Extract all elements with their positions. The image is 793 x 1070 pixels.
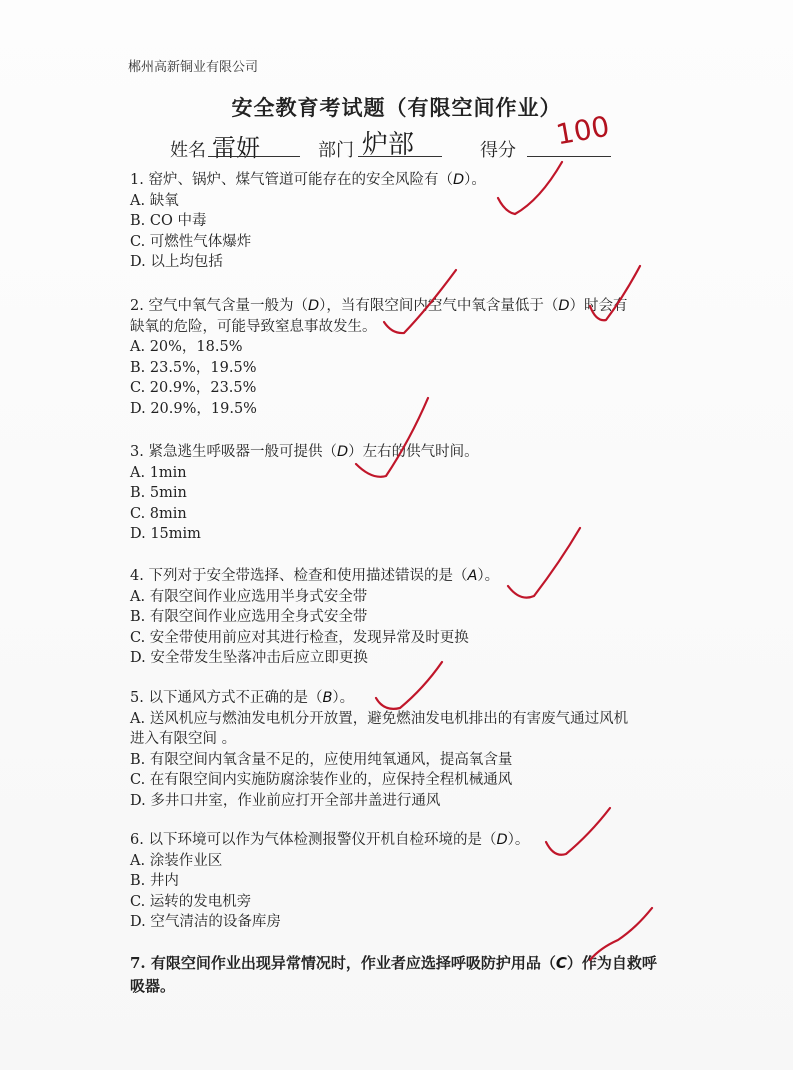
- option: A. 有限空间作业应选用半身式安全带: [130, 588, 368, 605]
- question-6: [130, 830, 529, 933]
- option: B. 23.5%，19.5%: [130, 359, 257, 376]
- option: C. 运转的发电机旁: [130, 893, 252, 910]
- question-1-answer: D: [452, 172, 465, 188]
- name-signature: 雷妍: [212, 134, 260, 162]
- option: A. 送风机应与燃油发电机分开放置，避免燃油发电机排出的有害废气通过风机: [130, 710, 629, 727]
- option: 进入有限空间 。: [130, 731, 237, 747]
- dept-underline: [358, 156, 442, 157]
- score-handwritten: 100: [553, 109, 612, 152]
- option: B. 有限空间作业应选用全身式安全带: [130, 609, 368, 625]
- question-3-answer: D: [336, 444, 349, 460]
- question-4-stem: 4. 下列对于安全带选择、检查和使用描述错误的是（A）。: [130, 568, 500, 584]
- option: B. 有限空间内氧含量不足的，应使用纯氧通风，提高氧含量: [130, 751, 513, 768]
- question-7-stem: 7. 有限空间作业出现异常情况时，作业者应选择呼吸防护用品（C）作为自救呼: [130, 954, 657, 972]
- question-2-stem-line2: 缺氧的危险，可能导致窒息事故发生。: [130, 318, 377, 335]
- option: D. 空气清洁的设备库房: [130, 914, 281, 930]
- option: B. CO 中毒: [130, 213, 207, 229]
- question-6-answer: D: [496, 832, 508, 848]
- option: C. 可燃性气体爆炸: [130, 233, 252, 250]
- question-3-stem: 3. 紧急逃生呼吸器一般可提供（D）左右的供气时间。: [130, 444, 479, 460]
- question-1: [130, 170, 486, 273]
- question-2-answer-1: D: [307, 298, 320, 314]
- question-4: [130, 566, 499, 669]
- name-underline: [208, 156, 300, 157]
- option: A. 20%，18.5%: [130, 339, 243, 355]
- score-underline: [527, 156, 611, 157]
- check-mark-icon: [498, 162, 562, 214]
- check-mark-icon: [508, 528, 580, 598]
- question-4-answer: A: [467, 568, 478, 584]
- question-5-answer: B: [322, 690, 333, 706]
- name-label: 姓名: [170, 140, 206, 161]
- option: B. 5min: [130, 485, 187, 501]
- question-5: [130, 688, 628, 811]
- option: D. 安全带发生坠落冲击后应立即更换: [130, 650, 368, 666]
- question-2-stem: 2. 空气中氧气含量一般为（D），当有限空间内空气中氧含量低于（D）时会有: [130, 298, 628, 314]
- option: A. 1min: [130, 464, 187, 481]
- question-5-stem: 5. 以下通风方式不正确的是（B）。: [130, 690, 355, 706]
- option: C. 8min: [130, 505, 187, 522]
- option: C. 安全带使用前应对其进行检查，发现异常及时更换: [130, 629, 469, 646]
- option: C. 在有限空间内实施防腐涂装作业的，应保持全程机械通风: [130, 772, 513, 788]
- question-3: [130, 442, 479, 545]
- option: A. 缺氧: [130, 192, 179, 209]
- check-mark-icon: [546, 808, 610, 855]
- dept-label: 部门: [318, 140, 354, 161]
- score-label: 得分: [480, 140, 516, 161]
- option: D. 20.9%，19.5%: [130, 400, 257, 417]
- question-2-answer-2: D: [558, 298, 570, 314]
- option: D. 多井口井室，作业前应打开全部井盖进行通风: [130, 792, 441, 809]
- question-6-stem: 6. 以下环境可以作为气体检测报警仪开机自检环境的是（D）。: [130, 832, 530, 848]
- question-7: [130, 952, 657, 998]
- dept-handwritten: 炉部: [362, 130, 415, 160]
- option: B. 井内: [130, 873, 179, 889]
- question-1-stem: 1. 窑炉、锅炉、煤气管道可能存在的安全风险有（D）。: [130, 172, 486, 188]
- option: A. 涂装作业区: [130, 852, 223, 869]
- question-7-stem-line2: 吸器。: [130, 977, 176, 995]
- question-2: [130, 296, 628, 419]
- exam-title: 安全教育考试题（有限空间作业）: [231, 95, 562, 120]
- option: D. 以上均包括: [130, 254, 223, 270]
- option: C. 20.9%，23.5%: [130, 380, 257, 396]
- question-7-answer: C: [555, 954, 567, 972]
- company-name: 郴州高新铜业有限公司: [128, 60, 259, 75]
- option: D. 15mim: [130, 526, 201, 542]
